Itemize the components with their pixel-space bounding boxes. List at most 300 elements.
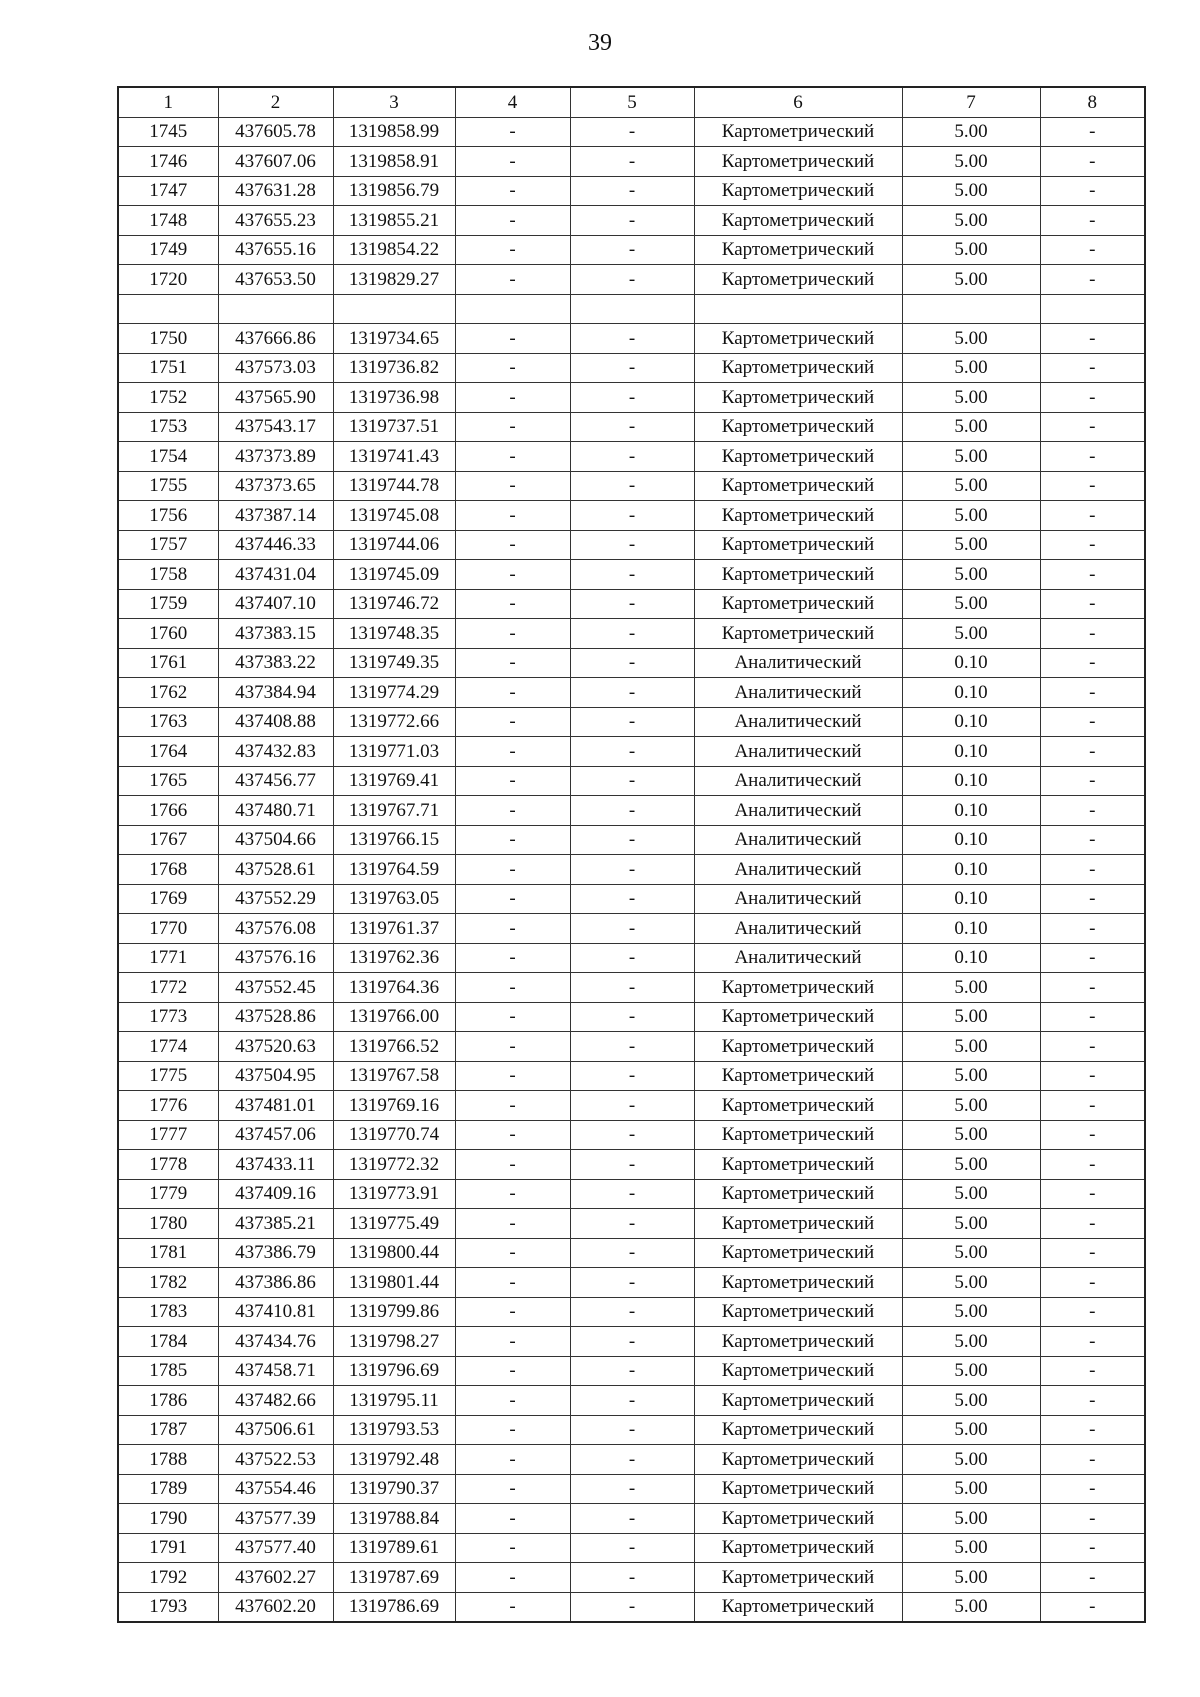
table-cell-col-5: -	[570, 678, 694, 708]
table-cell-col-5: -	[570, 1327, 694, 1357]
table-cell-col-method: Картометрический	[694, 1120, 902, 1150]
table-cell-col-8: -	[1040, 1268, 1145, 1298]
header-cell-col-point-number: 1	[118, 87, 218, 117]
table-cell-col-y: 1319795.11	[333, 1386, 455, 1416]
table-cell-col-y: 1319748.35	[333, 619, 455, 649]
table-cell-col-x: 437655.23	[218, 206, 333, 236]
table-cell-col-point-number: 1754	[118, 442, 218, 472]
table-cell-col-y: 1319790.37	[333, 1474, 455, 1504]
table-cell-col-x: 437655.16	[218, 235, 333, 265]
header-cell-col-8: 8	[1040, 87, 1145, 117]
table-cell-col-4: -	[455, 1297, 570, 1327]
table-cell-col-8: -	[1040, 1061, 1145, 1091]
table-cell-col-method: Картометрический	[694, 471, 902, 501]
table-cell-col-method: Аналитический	[694, 648, 902, 678]
table-cell-col-8: -	[1040, 1032, 1145, 1062]
table-cell-col-4: -	[455, 707, 570, 737]
table-cell-col-y: 1319771.03	[333, 737, 455, 767]
table-cell-col-x: 437528.86	[218, 1002, 333, 1032]
header-cell-col-5: 5	[570, 87, 694, 117]
table-cell-col-accuracy: 5.00	[902, 1120, 1040, 1150]
table-cell-col-y: 1319775.49	[333, 1209, 455, 1239]
table-row	[118, 1474, 1145, 1504]
table-cell-col-accuracy: 5.00	[902, 176, 1040, 206]
table-cell-col-4: -	[455, 1091, 570, 1121]
table-cell-col-accuracy: 5.00	[902, 324, 1040, 354]
table-cell-col-x: 437504.66	[218, 825, 333, 855]
table-cell-col-x: 437522.53	[218, 1445, 333, 1475]
table-cell-col-point-number: 1774	[118, 1032, 218, 1062]
table-cell-col-accuracy: 5.00	[902, 560, 1040, 590]
header-cell-col-y: 3	[333, 87, 455, 117]
table-cell-col-accuracy: 0.10	[902, 914, 1040, 944]
table-cell-col-y: 1319745.09	[333, 560, 455, 590]
table-cell-col-4: -	[455, 176, 570, 206]
table-cell-col-x: 437631.28	[218, 176, 333, 206]
table-cell-col-point-number: 1786	[118, 1386, 218, 1416]
table-cell-col-point-number: 1772	[118, 973, 218, 1003]
table-row	[118, 294, 1145, 324]
table-cell-col-8: -	[1040, 1150, 1145, 1180]
table-cell-col-accuracy: 5.00	[902, 1209, 1040, 1239]
table-cell-col-4: -	[455, 501, 570, 531]
table-cell-col-point-number: 1790	[118, 1504, 218, 1534]
table-cell-col-5: -	[570, 383, 694, 413]
table-cell-col-accuracy: 5.00	[902, 442, 1040, 472]
table-cell-col-8: -	[1040, 1327, 1145, 1357]
table-cell-col-method: Картометрический	[694, 1150, 902, 1180]
table-cell-col-y: 1319764.36	[333, 973, 455, 1003]
table-cell-col-5: -	[570, 1533, 694, 1563]
table-cell-col-accuracy: 0.10	[902, 825, 1040, 855]
table-header	[118, 87, 1145, 117]
table-cell-col-x: 437653.50	[218, 265, 333, 295]
table-cell-col-method: Картометрический	[694, 560, 902, 590]
table-cell-col-8: -	[1040, 943, 1145, 973]
table-cell-col-4: -	[455, 1061, 570, 1091]
table-row	[118, 1327, 1145, 1357]
table-cell-col-4: -	[455, 235, 570, 265]
table-cell-col-4: -	[455, 678, 570, 708]
table-cell-col-point-number: 1746	[118, 147, 218, 177]
table-cell-col-accuracy: 0.10	[902, 766, 1040, 796]
table-cell-col-8: -	[1040, 206, 1145, 236]
table-cell-col-8: -	[1040, 176, 1145, 206]
table-cell-col-5: -	[570, 1563, 694, 1593]
table-cell-col-accuracy: 5.00	[902, 1592, 1040, 1622]
table-cell-col-accuracy: 5.00	[902, 1002, 1040, 1032]
table-cell-col-y: 1319798.27	[333, 1327, 455, 1357]
table-cell-col-y: 1319858.91	[333, 147, 455, 177]
table-cell-col-point-number: 1720	[118, 265, 218, 295]
table-cell-col-y: 1319787.69	[333, 1563, 455, 1593]
table-cell-col-point-number: 1759	[118, 589, 218, 619]
table-cell-col-y: 1319773.91	[333, 1179, 455, 1209]
table-cell-col-accuracy: 5.00	[902, 1297, 1040, 1327]
table-cell-col-point-number: 1782	[118, 1268, 218, 1298]
table-cell-col-4: -	[455, 766, 570, 796]
table-cell-col-x: 437573.03	[218, 353, 333, 383]
table-cell-col-x: 437383.22	[218, 648, 333, 678]
table-cell-col-5: -	[570, 619, 694, 649]
table-cell-col-method: Картометрический	[694, 1091, 902, 1121]
table-cell-col-4	[455, 294, 570, 324]
table-cell-col-y: 1319737.51	[333, 412, 455, 442]
table-cell-col-8: -	[1040, 1179, 1145, 1209]
table-cell-col-x: 437409.16	[218, 1179, 333, 1209]
table-row	[118, 1297, 1145, 1327]
table-cell-col-method: Аналитический	[694, 678, 902, 708]
table-cell-col-accuracy: 0.10	[902, 796, 1040, 826]
table-cell-col-y: 1319770.74	[333, 1120, 455, 1150]
header-cell-col-4: 4	[455, 87, 570, 117]
table-cell-col-4: -	[455, 412, 570, 442]
table-cell-col-4: -	[455, 1179, 570, 1209]
table-cell-col-y: 1319736.98	[333, 383, 455, 413]
table-cell-col-accuracy: 5.00	[902, 353, 1040, 383]
table-cell-col-method: Картометрический	[694, 1179, 902, 1209]
table-cell-col-accuracy: 5.00	[902, 265, 1040, 295]
table-cell-col-accuracy: 5.00	[902, 1474, 1040, 1504]
table-cell-col-5: -	[570, 1504, 694, 1534]
table-row	[118, 412, 1145, 442]
table-row	[118, 1356, 1145, 1386]
table-cell-col-accuracy: 5.00	[902, 1415, 1040, 1445]
table-cell-col-point-number: 1793	[118, 1592, 218, 1622]
table-cell-col-accuracy: 0.10	[902, 707, 1040, 737]
table-cell-col-method: Картометрический	[694, 324, 902, 354]
table-cell-col-point-number: 1775	[118, 1061, 218, 1091]
table-cell-col-x: 437607.06	[218, 147, 333, 177]
table-cell-col-accuracy: 5.00	[902, 1061, 1040, 1091]
table-cell-col-5: -	[570, 353, 694, 383]
table-cell-col-x	[218, 294, 333, 324]
table-cell-col-point-number: 1767	[118, 825, 218, 855]
table-cell-col-8: -	[1040, 855, 1145, 885]
table-cell-col-4: -	[455, 1386, 570, 1416]
table-cell-col-method: Картометрический	[694, 1415, 902, 1445]
table-cell-col-8: -	[1040, 1356, 1145, 1386]
table-cell-col-method: Картометрический	[694, 206, 902, 236]
table-row	[118, 1209, 1145, 1239]
table-row	[118, 1032, 1145, 1062]
table-cell-col-x: 437407.10	[218, 589, 333, 619]
table-cell-col-y: 1319793.53	[333, 1415, 455, 1445]
table-cell-col-point-number: 1771	[118, 943, 218, 973]
table-cell-col-accuracy: 5.00	[902, 1327, 1040, 1357]
table-row	[118, 1120, 1145, 1150]
table-cell-col-accuracy: 5.00	[902, 973, 1040, 1003]
table-cell-col-x: 437576.16	[218, 943, 333, 973]
table-cell-col-4: -	[455, 1032, 570, 1062]
table-row	[118, 1268, 1145, 1298]
table-cell-col-accuracy: 5.00	[902, 117, 1040, 147]
table-cell-col-x: 437552.45	[218, 973, 333, 1003]
table-cell-col-point-number: 1758	[118, 560, 218, 590]
table-cell-col-x: 437383.15	[218, 619, 333, 649]
table-cell-col-y: 1319766.00	[333, 1002, 455, 1032]
table-cell-col-method: Картометрический	[694, 619, 902, 649]
table-cell-col-5: -	[570, 1592, 694, 1622]
table-row	[118, 1533, 1145, 1563]
table-cell-col-point-number: 1781	[118, 1238, 218, 1268]
table-cell-col-8: -	[1040, 1209, 1145, 1239]
table-cell-col-accuracy: 5.00	[902, 383, 1040, 413]
table-cell-col-5: -	[570, 737, 694, 767]
table-row	[118, 353, 1145, 383]
table-cell-col-point-number: 1766	[118, 796, 218, 826]
table-cell-col-accuracy: 5.00	[902, 235, 1040, 265]
table-cell-col-method: Картометрический	[694, 1592, 902, 1622]
table-cell-col-5: -	[570, 766, 694, 796]
table-row	[118, 265, 1145, 295]
table-cell-col-accuracy: 5.00	[902, 1356, 1040, 1386]
table-row	[118, 1061, 1145, 1091]
table-cell-col-4: -	[455, 560, 570, 590]
table-cell-col-method: Аналитический	[694, 884, 902, 914]
table-cell-col-method: Картометрический	[694, 265, 902, 295]
table-cell-col-point-number: 1779	[118, 1179, 218, 1209]
table-cell-col-method: Аналитический	[694, 796, 902, 826]
table-cell-col-8: -	[1040, 353, 1145, 383]
table-cell-col-4: -	[455, 589, 570, 619]
table-cell-col-accuracy: 5.00	[902, 1268, 1040, 1298]
table-cell-col-4: -	[455, 884, 570, 914]
table-cell-col-x: 437543.17	[218, 412, 333, 442]
table-cell-col-y: 1319767.71	[333, 796, 455, 826]
table-cell-col-4: -	[455, 619, 570, 649]
table-cell-col-4: -	[455, 117, 570, 147]
table-cell-col-accuracy: 5.00	[902, 147, 1040, 177]
table-cell-col-4: -	[455, 471, 570, 501]
table-cell-col-5: -	[570, 943, 694, 973]
table-cell-col-8: -	[1040, 1386, 1145, 1416]
table-cell-col-x: 437408.88	[218, 707, 333, 737]
table-cell-col-method: Картометрический	[694, 1002, 902, 1032]
table-row	[118, 1592, 1145, 1622]
table-cell-col-accuracy: 5.00	[902, 206, 1040, 236]
table-row	[118, 206, 1145, 236]
table-cell-col-y: 1319746.72	[333, 589, 455, 619]
table-cell-col-method: Картометрический	[694, 1032, 902, 1062]
header-row	[118, 87, 1145, 117]
table-cell-col-accuracy: 0.10	[902, 884, 1040, 914]
table-row	[118, 1386, 1145, 1416]
table-cell-col-y: 1319792.48	[333, 1445, 455, 1475]
table-cell-col-4: -	[455, 442, 570, 472]
table-cell-col-x: 437666.86	[218, 324, 333, 354]
table-cell-col-method: Аналитический	[694, 766, 902, 796]
table-cell-col-x: 437552.29	[218, 884, 333, 914]
table-cell-col-point-number: 1749	[118, 235, 218, 265]
table-cell-col-5: -	[570, 471, 694, 501]
table-cell-col-4: -	[455, 914, 570, 944]
header-cell-col-method: 6	[694, 87, 902, 117]
table-cell-col-5: -	[570, 1386, 694, 1416]
table-cell-col-5: -	[570, 855, 694, 885]
table-cell-col-x: 437576.08	[218, 914, 333, 944]
table-row	[118, 707, 1145, 737]
table-cell-col-5: -	[570, 530, 694, 560]
table-cell-col-accuracy: 0.10	[902, 648, 1040, 678]
table-row	[118, 973, 1145, 1003]
table-cell-col-x: 437433.11	[218, 1150, 333, 1180]
table-cell-col-point-number: 1780	[118, 1209, 218, 1239]
table-row	[118, 825, 1145, 855]
header-cell-col-accuracy: 7	[902, 87, 1040, 117]
table-cell-col-y: 1319762.36	[333, 943, 455, 973]
table-cell-col-point-number: 1745	[118, 117, 218, 147]
table-cell-col-method: Картометрический	[694, 1209, 902, 1239]
table-cell-col-x: 437434.76	[218, 1327, 333, 1357]
table-cell-col-y: 1319856.79	[333, 176, 455, 206]
table-cell-col-x: 437373.65	[218, 471, 333, 501]
table-row	[118, 796, 1145, 826]
table-cell-col-5: -	[570, 206, 694, 236]
table-cell-col-method: Аналитический	[694, 707, 902, 737]
table-cell-col-8: -	[1040, 265, 1145, 295]
table-row	[118, 147, 1145, 177]
table-cell-col-method: Картометрический	[694, 501, 902, 531]
table-cell-col-5: -	[570, 1297, 694, 1327]
table-cell-col-y: 1319772.32	[333, 1150, 455, 1180]
table-cell-col-8: -	[1040, 324, 1145, 354]
table-cell-col-method: Картометрический	[694, 442, 902, 472]
table-cell-col-point-number: 1776	[118, 1091, 218, 1121]
table-row	[118, 1002, 1145, 1032]
table-cell-col-4: -	[455, 1238, 570, 1268]
table-cell-col-x: 437602.27	[218, 1563, 333, 1593]
table-cell-col-y: 1319766.15	[333, 825, 455, 855]
table-cell-col-y: 1319801.44	[333, 1268, 455, 1298]
table-row	[118, 501, 1145, 531]
table-cell-col-point-number: 1769	[118, 884, 218, 914]
table-cell-col-point-number: 1777	[118, 1120, 218, 1150]
table-cell-col-5: -	[570, 1002, 694, 1032]
table-cell-col-accuracy: 5.00	[902, 471, 1040, 501]
table-cell-col-accuracy: 5.00	[902, 501, 1040, 531]
table-cell-col-5: -	[570, 796, 694, 826]
table-cell-col-y: 1319767.58	[333, 1061, 455, 1091]
table-cell-col-x: 437481.01	[218, 1091, 333, 1121]
table-cell-col-method: Картометрический	[694, 1474, 902, 1504]
table-cell-col-x: 437384.94	[218, 678, 333, 708]
table-cell-col-x: 437506.61	[218, 1415, 333, 1445]
table-cell-col-y: 1319772.66	[333, 707, 455, 737]
table-cell-col-y: 1319764.59	[333, 855, 455, 885]
table-cell-col-8: -	[1040, 796, 1145, 826]
table-cell-col-y: 1319786.69	[333, 1592, 455, 1622]
table-row	[118, 678, 1145, 708]
table-row	[118, 648, 1145, 678]
table-cell-col-method: Картометрический	[694, 1533, 902, 1563]
table-cell-col-accuracy: 5.00	[902, 1238, 1040, 1268]
table-cell-col-accuracy: 0.10	[902, 737, 1040, 767]
table-cell-col-y: 1319855.21	[333, 206, 455, 236]
table-row	[118, 1179, 1145, 1209]
table-cell-col-4: -	[455, 1268, 570, 1298]
table-cell-col-x: 437458.71	[218, 1356, 333, 1386]
table-cell-col-point-number: 1751	[118, 353, 218, 383]
table-cell-col-5: -	[570, 412, 694, 442]
table-cell-col-x: 437480.71	[218, 796, 333, 826]
table-cell-col-5: -	[570, 1268, 694, 1298]
table-cell-col-8: -	[1040, 412, 1145, 442]
table-cell-col-8: -	[1040, 707, 1145, 737]
table-row	[118, 324, 1145, 354]
table-cell-col-method: Картометрический	[694, 1297, 902, 1327]
table-row	[118, 383, 1145, 413]
table-cell-col-accuracy: 5.00	[902, 1032, 1040, 1062]
table-cell-col-8: -	[1040, 560, 1145, 590]
table-cell-col-accuracy: 0.10	[902, 943, 1040, 973]
table-cell-col-y	[333, 294, 455, 324]
table-cell-col-point-number: 1760	[118, 619, 218, 649]
table-row	[118, 1563, 1145, 1593]
table-cell-col-accuracy: 5.00	[902, 1386, 1040, 1416]
table-row	[118, 737, 1145, 767]
table-cell-col-y: 1319744.06	[333, 530, 455, 560]
table-cell-col-y: 1319796.69	[333, 1356, 455, 1386]
table-cell-col-point-number: 1768	[118, 855, 218, 885]
table-cell-col-point-number: 1791	[118, 1533, 218, 1563]
table-cell-col-method: Картометрический	[694, 1445, 902, 1475]
table-cell-col-5: -	[570, 973, 694, 1003]
table-cell-col-accuracy: 5.00	[902, 530, 1040, 560]
table-cell-col-method: Картометрический	[694, 1327, 902, 1357]
table-row	[118, 117, 1145, 147]
table-cell-col-point-number: 1783	[118, 1297, 218, 1327]
table-cell-col-y: 1319858.99	[333, 117, 455, 147]
table-cell-col-5: -	[570, 1091, 694, 1121]
table-cell-col-x: 437602.20	[218, 1592, 333, 1622]
table-cell-col-4: -	[455, 796, 570, 826]
table-cell-col-accuracy: 5.00	[902, 1150, 1040, 1180]
table-cell-col-y: 1319749.35	[333, 648, 455, 678]
table-cell-col-x: 437554.46	[218, 1474, 333, 1504]
table-cell-col-8: -	[1040, 147, 1145, 177]
table-cell-col-method: Аналитический	[694, 855, 902, 885]
table-cell-col-point-number: 1750	[118, 324, 218, 354]
table-cell-col-method: Картометрический	[694, 589, 902, 619]
table-cell-col-x: 437456.77	[218, 766, 333, 796]
table-cell-col-x: 437432.83	[218, 737, 333, 767]
table-cell-col-4: -	[455, 1445, 570, 1475]
table-cell-col-accuracy: 5.00	[902, 412, 1040, 442]
table-cell-col-4: -	[455, 1120, 570, 1150]
table-cell-col-accuracy: 5.00	[902, 1445, 1040, 1475]
table-cell-col-4: -	[455, 943, 570, 973]
table-cell-col-4: -	[455, 973, 570, 1003]
table-cell-col-method: Аналитический	[694, 825, 902, 855]
table-cell-col-y: 1319799.86	[333, 1297, 455, 1327]
table-row	[118, 235, 1145, 265]
table-cell-col-x: 437504.95	[218, 1061, 333, 1091]
table-cell-col-method: Картометрический	[694, 412, 902, 442]
table-cell-col-x: 437482.66	[218, 1386, 333, 1416]
table-row	[118, 176, 1145, 206]
table-cell-col-8: -	[1040, 648, 1145, 678]
table-cell-col-x: 437373.89	[218, 442, 333, 472]
table-cell-col-accuracy: 5.00	[902, 1091, 1040, 1121]
table-cell-col-5: -	[570, 1032, 694, 1062]
table-cell-col-8: -	[1040, 235, 1145, 265]
table-cell-col-5: -	[570, 914, 694, 944]
table-cell-col-4: -	[455, 1209, 570, 1239]
table-cell-col-8: -	[1040, 1415, 1145, 1445]
table-cell-col-8: -	[1040, 117, 1145, 147]
table-cell-col-5: -	[570, 560, 694, 590]
